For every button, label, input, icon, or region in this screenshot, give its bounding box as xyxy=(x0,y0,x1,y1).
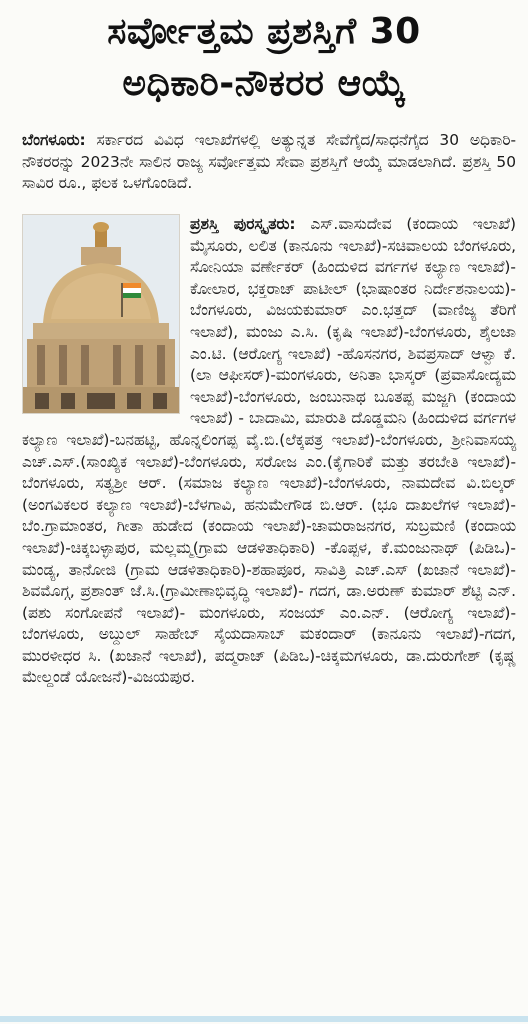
bottom-rule xyxy=(0,1016,528,1022)
awardees-list: ಎಸ್.ವಾಸುದೇವ (ಕಂದಾಯ ಇಲಾಖೆ) ಮೈಸೂರು, ಲಲಿತ (ಕಾನೂನು ಇಲಾಖೆ)-ಸಚಿವಾಲಯ ಬೆಂಗಳೂರು, ಸೋನಿಯಾ ವರ್ಣೇಕರ್ (ಹಿಂದುಳಿದ ವರ್ಗಗಳ ಕಲ್ಯಾಣ ಇಲಾಖೆ)-ಕೋಲಾರ, ಭಕ್ತರಾಜ್ ಪಾಟೀಲ್ (ಭಾಷಾಂತರ ನಿರ್ದೇಶನಾಲಯ)-ಬೆಂಗಳೂರು, ವಿಜಯಕುಮಾರ್ ಎಂ.ಭತ್ತದ್ (ವಾಣಿಜ್ಯ ತೆರಿಗೆ ಇಲಾಖೆ), ಮಂಜು ಎ.ಸಿ. (ಕೃಷಿ ಇಲಾಖೆ)-ಬೆಂಗಳೂರು, ಶೈಲಜಾ ಎಂ.ಟಿ. (ಆರೋಗ್ಯ ಇಲಾಖೆ) -ಹೊಸನಗರ, ಶಿವಪ್ರಸಾದ್ ಆಳ್ವಾ ಕೆ.(ಲಾ ಆಫೀಸರ್)-ಮಂಗಳೂರು, ಅನಿತಾ ಭಾಸ್ಕರ್ (ಪ್ರವಾಸೋದ್ಯಮ ಇಲಾಖೆ)-ಬೆಂಗಳೂರು, ಜಂಬುನಾಥ ಬೂತಪ್ಪ ಮಜ್ಜಗಿ (ಕಂದಾಯ ಇಲಾಖೆ) - ಬಾದಾಮಿ, ಮಾರುತಿ ದೊಡ್ಡಮನಿ (ಹಿಂದುಳಿದ ವರ್ಗಗಳ ಕಲ್ಯಾಣ ಇಲಾಖೆ)-ಬನಹಟ್ಟಿ, ಹೊನ್ನಲಿಂಗಪ್ಪ ವೈ.ಬಿ.(ಲೆಕ್ಕಪತ್ರ ಇಲಾಖೆ)-ಬೆಂಗಳೂರು, ಶ್ರೀನಿವಾಸಯ್ಯ ಎಚ್.ಎಸ್.(ಸಾಂಖ್ಯಿಕ ಇಲಾಖೆ)-ಬೆಂಗಳೂರು, ಸರೋಜ ಎಂ.(ಕೈಗಾರಿಕೆ ಮತ್ತು ತರಬೇತಿ ಇಲಾಖೆ)-ಬೆಂಗಳೂರು, ಸತ್ಯಶ್ರೀ ಆರ್. (ಸಮಾಜ ಕಲ್ಯಾಣ ಇಲಾಖೆ)-ಬೆಂಗಳೂರು, ನಾಮದೇವ ವಿ.ಬಿಲ್ಕರ್ (ಅಂಗವಿಕಲರ ಕಲ್ಯಾಣ ಇಲಾಖೆ)-ಬೆಳಗಾವಿ, ಹನುಮೇಗೌಡ ಬಿ.ಆರ್. (ಭೂ ದಾಖಲೆಗಳ ಇಲಾಖೆ)-ಬೆಂ.ಗ್ರಾಮಾಂತರ, ಗೀತಾ ಹುಡೇದ (ಕಂದಾಯ ಇಲಾಖೆ)-ಚಾಮರಾಜನಗರ, ಸುಬ್ರಮಣಿ (ಕಂದಾಯ ಇಲಾಖೆ)-ಚಿಕ್ಕಬಳ್ಳಾಪುರ, ಮಲ್ಲಮ್ಮ(ಗ್ರಾಮ ಆಡಳಿತಾಧಿಕಾರಿ) -ಕೊಪ್ಪಳ, ಕೆ.ಮಂಜುನಾಥ್ (ಪಿಡಿಒ)-ಮಂಡ್ಯ, ತಾನೋಜಿ (ಗ್ರಾಮ ಆಡಳಿತಾಧಿಕಾರಿ)-ಶಹಾಪೂರ, ಸಾವಿತ್ರಿ ಎಚ್.ಎಸ್ (ಖಜಾನೆ ಇಲಾಖೆ)-ಶಿವಮೊಗ್ಗ, ಪ್ರಶಾಂತ್ ಜೆ.ಸಿ.(ಗ್ರಾಮೀಣಾಭಿವೃದ್ಧಿ ಇಲಾಖೆ)- ಗದಗ, ಡಾ.ಅರುಣ್ ಕುಮಾರ್ ಶೆಟ್ಟಿ ಎನ್.(ಪಶು ಸಂಗೋಪನೆ ಇಲಾಖೆ)- ಮಂಗಳೂರು, ಸಂಜಯ್ ಎಂ.ಎನ್. (ಆರೋಗ್ಯ ಇಲಾಖೆ)- ಬೆಂಗಳೂರು, ಅಬ್ದುಲ್ ಸಾಹೇಬ್ ಸೈಯದಾಸಾಬ್ ಮಕಂದಾರ್ (ಕಾನೂನು ಇಲಾಖೆ)-ಗದಗ, ಮುರಳೀಧರ ಸಿ. (ಖಜಾನೆ ಇಲಾಖೆ), ಪದ್ಮರಾಜ್ (ಪಿಡಿಒ)-ಚಿಕ್ಕಮಗಳೂರು, ಡಾ.ದುರುಗೇಶ್ (ಕೃಷ್ಣ ಮೇಲ್ದಂಡೆ ಯೋಜನೆ)-ವಿಜಯಪುರ. xyxy=(22,215,517,687)
lead-paragraph xyxy=(22,130,516,195)
photo-spacer xyxy=(22,214,190,414)
awardees-paragraph xyxy=(22,214,516,689)
headline xyxy=(0,0,528,110)
dateline: ಬೆಂಗಳೂರು: xyxy=(22,131,86,149)
headline-line-1: ಸರ್ವೋತ್ತಮ ಪ್ರಶಸ್ತಿಗೆ 30 xyxy=(107,11,421,52)
headline-line-2: ಅಧಿಕಾರಿ-ನೌಕರರ ಆಯ್ಕೆ xyxy=(122,63,406,104)
awardees-label: ಪ್ರಶಸ್ತಿ ಪುರಸ್ಕೃತರು: xyxy=(190,215,296,233)
lead-text: ಸರ್ಕಾರದ ವಿವಿಧ ಇಲಾಖೆಗಳಲ್ಲಿ ಅತ್ಯುನ್ನತ ಸೇವೆಗೈದ/ಸಾಧನೆಗೈದ 30 ಅಧಿಕಾರಿ-ನೌಕರರನ್ನು 2023ನೇ ಸಾಲಿನ ರಾಜ್ಯ ಸರ್ವೋತ್ತಮ ಸೇವಾ ಪ್ರಶಸ್ತಿಗೆ ಆಯ್ಕೆ ಮಾಡಲಾಗಿದೆ. ಪ್ರಶಸ್ತಿ 50 ಸಾವಿರ ರೂ., ಫಲಕ ಒಳಗೊಂಡಿದೆ. xyxy=(22,131,516,193)
